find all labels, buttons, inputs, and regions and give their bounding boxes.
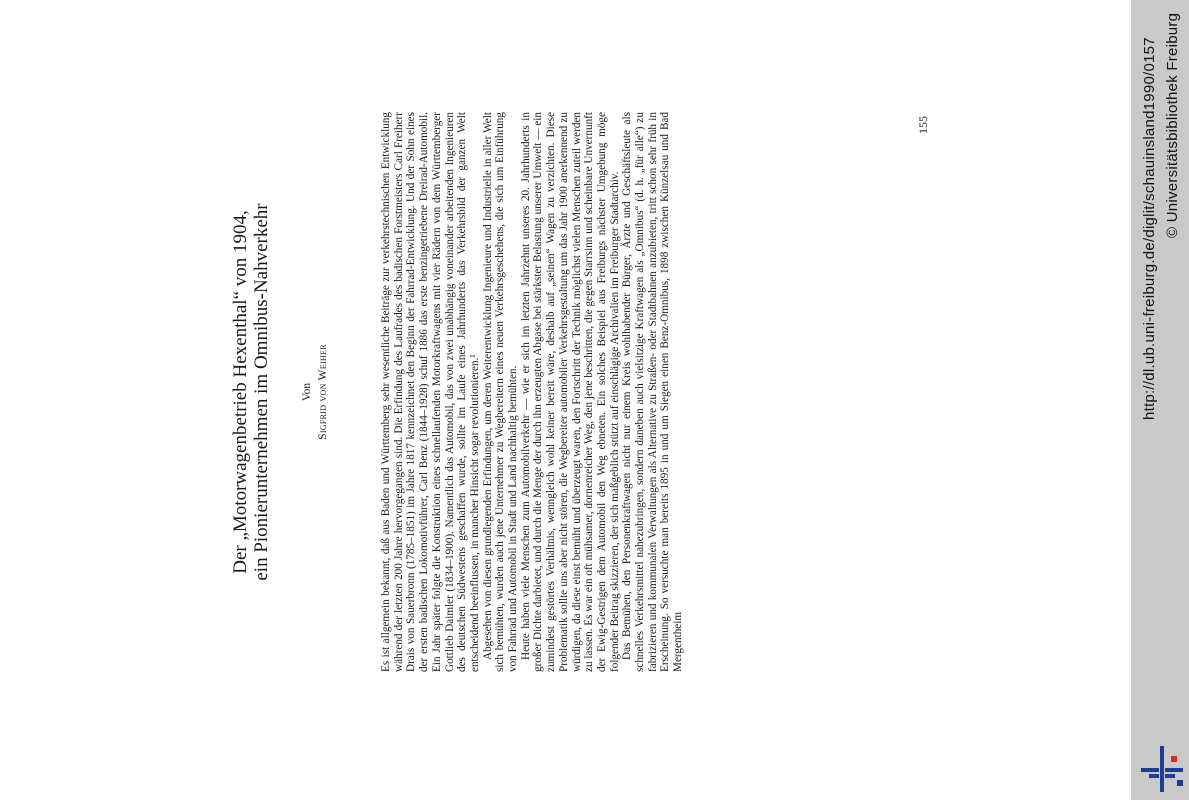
byline-prefix: Von [301,382,313,402]
page-number: 155 [916,116,930,134]
article-body [380,112,685,672]
title-line-1: Der „Motorwagenbetrieb Hexenthal“ von 1904, [230,210,251,574]
article-title [230,112,272,672]
paragraph: Heute haben viele Menschen zum Automobilverkehr — wie er sich im letzten Jahrzehnt unseres 20. Jahrhunderts in großer Dichte darbietet, und durch die Menge der durch ihn erzeugten Abgase bei stärkster Belastung unserer Umwelt — ein zumindest gestörtes Verhältnis, wenngleich wohl keiner bereit wäre, deshalb auf „seinen“ Wagen zu verzichten. Diese Problematik sollte uns aber nicht stören, die Wegbereiter automobiler Verkehrsgestaltung um das Jahr 1900 anerkennend zu würdigen, da diese einst bemüht und überzeugt waren, den Fortschritt der Technik möglichst vielen Menschen zuteil werden zu lassen. Es war ein oft mühsamer, dornenreicher Weg, den jene beschritten, die gegen Starrsinn und scheinbare Unvernunft der Ewig-Gestrigen dem Automobil den Weg ebneten. Ein solches Beispiel aus Freiburgs nächster Umgebung möge folgender Beitrag skizzieren, der sich maßgeblich stützt auf einschlägige Archivalien im Freiburger Stadtarchiv. [519,112,621,672]
library-logo-icon [1141,746,1183,792]
copyright-notice: © Universitätsbibliothek Freiburg [1164,12,1181,238]
author-name: Sigfrid von Weiher [317,344,329,440]
permalink-url[interactable]: http://dl.ub.uni-freiburg.de/diglit/schauinsland1990/0157 [1141,37,1158,420]
title-line-2: ein Pionierunternehmen im Omnibus-Nahverkehr [251,203,272,581]
paragraph: Es ist allgemein bekannt, daß aus Baden und Württemberg sehr wesentliche Beiträge zur verkehrstechnischen Entwicklung während der letzten 200 Jahre hervorgegangen sind. Die Erfindung des Laufrades des badischen Forstmeisters Carl Freiherr Drais von Sauerbronn (1785–1851) im Jahre 1817 kennzeichnet den Beginn der Fahrrad-Entwicklung. Und der Sohn eines der ersten badischen Lokomotivführer, Carl Benz (1844–1928) schuf 1886 das erste benzingetriebene Dreirad-Automobil. Ein Jahr später folgte die Konstruktion eines schnellaufenden Motorkraftwagens mit vier Rädern von dem Württemberger Gottlieb Daimler (1834–1900). Namentlich das Automobil, das von zwei unabhängig voneinander arbeitenden Ingenieuren des deutschen Südwestens geschaffen wurde, sollte im Laufe eines Jahrhunderts das Verkehrsbild der ganzen Welt entscheidend beeinflussen, in mancher Hinsicht sogar revolutionieren.¹ [380,112,481,672]
paragraph: Das Bemühen, den Personenkraftwagen nicht nur einem Kreis wohlhabender Bürger, Ärzte und Geschäftsleute als schnelles Verkehrsmittel nahezubringen, sondern daneben auch vielsitzige Kraftwagen als „Omnibus“ (d. h. „für alle“) zu fabrizieren und kommunalen Verwaltungen als Alternative zu Straßen- oder Stadtbahnen anzubieten, tritt schon sehr früh in Erscheinung. So versuchte man bereits 1895 in und um Siegen einen Benz-Omnibus, 1898 zwischen Künzelsau und Bad Mergentheim [621,112,685,672]
paragraph: Abgesehen von diesen grundlegenden Erfindungen, um deren Weiterentwicklung Ingenieure und Industrielle in aller Welt sich bemühten, wurden auch jene Unternehmer zu Wegbereitern eines neuen Verkehrsgeschehens, die sich um Einführung von Fahrrad und Automobil in Stadt und Land nachhaltig bemühten. [481,112,520,672]
scanned-page [230,112,940,672]
